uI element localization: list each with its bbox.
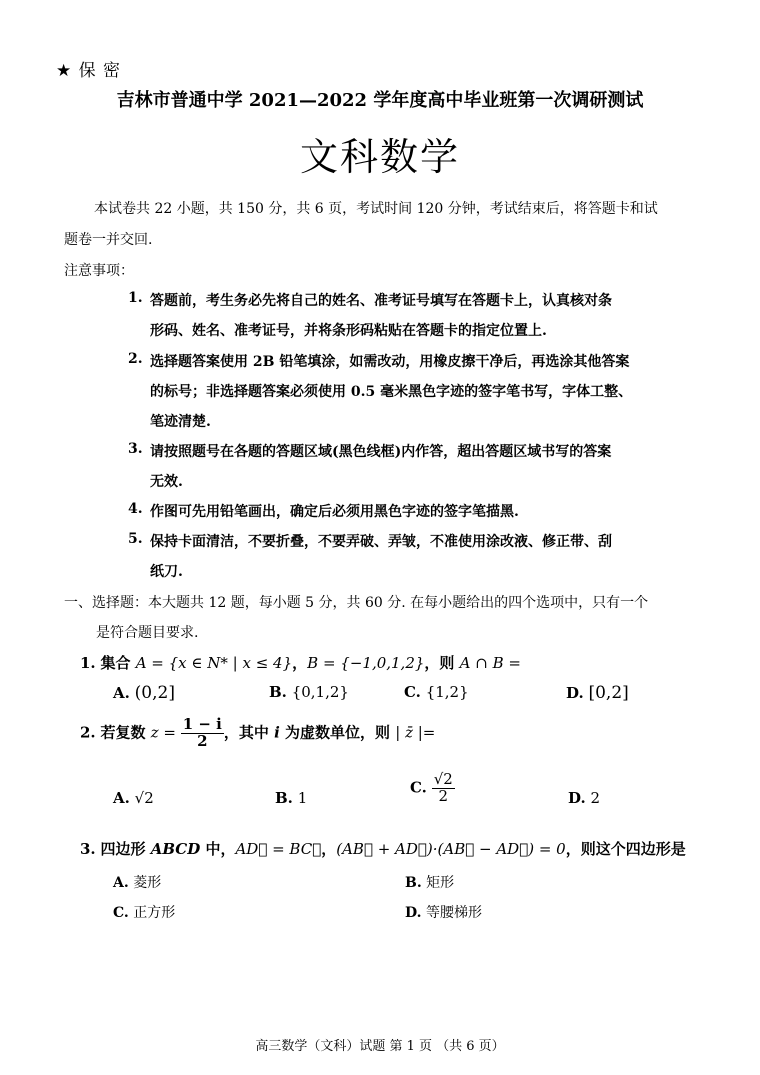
question-2-option-c (410, 772, 455, 805)
note-5-number: 5. (128, 531, 143, 547)
option-label: C. (404, 683, 421, 701)
note-5-line-1: 保持卡面清洁，不要折叠，不要弄破、弄皱，不准使用涂改液、修正带、刮 (150, 534, 612, 550)
exam-title: 吉林市普通中学 2021—2022 学年度高中毕业班第一次调研测试 (116, 90, 644, 111)
question-2-text-c: 为虚数单位，则 (279, 723, 396, 742)
confidential-mark: ★ 保 密 (56, 61, 122, 81)
option-label: D. (568, 789, 586, 807)
question-3-vector-eq-2: (AB⃗ + AD⃗)·(AB⃗ − AD⃗) = 0 (336, 840, 566, 858)
option-label: C. (410, 778, 427, 797)
option-fraction (432, 772, 455, 805)
question-3-text-d: ，则这个四边形是 (565, 840, 686, 858)
option-label: A. (113, 789, 130, 807)
question-1-number: 1. (80, 654, 96, 672)
note-3-number: 3. (128, 441, 143, 457)
question-1-option-c (404, 683, 469, 701)
option-value: 等腰梯形 (425, 905, 482, 921)
option-label: B. (275, 789, 293, 807)
option-value: √2 (134, 789, 154, 807)
note-3-line-2: 无效. (150, 474, 183, 490)
option-label: D. (566, 684, 584, 702)
question-1-text-c: ，则 (424, 654, 460, 672)
question-3-text-b: 中， (200, 840, 236, 858)
question-2-number: 2. (80, 723, 96, 742)
note-5-line-2: 纸刀. (150, 564, 183, 580)
option-value: 矩形 (426, 875, 455, 891)
note-1-line-2: 形码、姓名、准考证号，并将条形码粘贴在答题卡的指定位置上. (150, 323, 547, 339)
question-1-text-a: 集合 (100, 654, 136, 672)
fraction-denominator: 2 (197, 731, 208, 750)
intro-line-2: 题卷一并交回. (64, 232, 153, 248)
question-3-option-b (405, 872, 454, 892)
question-3-vector-eq-1: AD⃗ = BC⃗ (235, 840, 322, 858)
question-3-option-d (405, 902, 482, 922)
note-4-line-1: 作图可先用铅笔画出，确定后必须用黑色字迹的签字笔描黑. (150, 504, 519, 520)
question-1-option-b (269, 683, 349, 701)
option-value: [0,2] (588, 683, 629, 703)
question-3-text-c: ， (321, 840, 337, 858)
question-2-abs-expr: | z̄ |= (395, 723, 436, 742)
question-3-text-a: 四边形 (100, 840, 151, 858)
option-label: A. (113, 684, 130, 702)
question-1-option-a (113, 683, 175, 703)
section-1-line-2: 是符合题目要求. (96, 625, 199, 641)
option-value: 菱形 (133, 875, 162, 891)
option-label: D. (405, 905, 422, 921)
question-1-text-b: ， (292, 654, 308, 672)
question-1-expression: A ∩ B = (459, 654, 521, 672)
question-2-option-b (275, 789, 307, 807)
option-label: C. (113, 905, 129, 921)
question-3-number: 3. (80, 840, 96, 858)
note-1-line-1: 答题前，考生务必先将自己的姓名、准考证号填写在答题卡上，认真核对条 (150, 293, 612, 309)
option-label: B. (269, 683, 287, 701)
option-value: {1,2} (425, 683, 469, 701)
option-value: 1 (297, 789, 308, 807)
page-footer: 高三数学（文科）试题 第 1 页 （共 6 页） (255, 1039, 505, 1054)
option-value: 2 (590, 789, 601, 807)
subject-title: 文科数学 (299, 135, 460, 179)
question-2-i-var: i (274, 723, 280, 742)
question-3-quad: ABCD (150, 840, 201, 858)
notes-heading: 注意事项： (64, 263, 134, 279)
option-value: {0,1,2} (291, 683, 349, 701)
note-4-number: 4. (128, 501, 143, 517)
question-1-option-d (566, 683, 629, 703)
section-1-line-1: 一、选择题：本大题共 12 题，每小题 5 分，共 60 分. 在每小题给出的四个选项中，只有一个 (64, 595, 649, 611)
fraction-numerator: 1 − i (182, 715, 222, 733)
option-label: A. (113, 875, 129, 891)
question-1-set-a: A = {x ∈ N* | x ≤ 4} (135, 654, 293, 672)
note-2-line-2: 的标号；非选择题答案必须使用 0.5 毫米黑色字迹的签字笔书写，字体工整、 (150, 384, 633, 400)
fraction-denominator: 2 (438, 786, 449, 805)
question-2-option-d (568, 789, 600, 807)
note-1-number: 1. (128, 290, 143, 306)
question-2-z-eq: z = (150, 723, 176, 742)
note-3-line-1: 请按照题号在各题的答题区域(黑色线框)内作答，超出答题区域书写的答案 (150, 444, 612, 460)
question-2-text-b: ，其中 (223, 723, 275, 742)
question-2-fraction (181, 717, 224, 750)
question-2-stem (80, 717, 435, 750)
question-2-option-a (113, 789, 154, 807)
question-1-set-b: B = {−1,0,1,2} (307, 654, 425, 672)
note-2-number: 2. (128, 351, 143, 367)
question-2-text-a: 若复数 (100, 723, 151, 742)
note-2-line-3: 笔迹清楚. (150, 414, 211, 430)
intro-line-1: 本试卷共 22 小题，共 150 分，共 6 页，考试时间 120 分钟，考试结束后，将答题卡和试 (94, 201, 658, 217)
fraction-numerator: √2 (433, 770, 453, 788)
option-value: 正方形 (133, 905, 176, 921)
question-3-stem (80, 838, 686, 859)
option-value: (0,2] (134, 683, 175, 703)
question-3-option-c (113, 902, 175, 922)
option-label: B. (405, 875, 422, 891)
note-2-line-1: 选择题答案使用 2B 铅笔填涂，如需改动，用橡皮擦干净后，再选涂其他答案 (150, 354, 630, 370)
question-1-stem (80, 652, 521, 673)
question-3-option-a (113, 872, 161, 892)
